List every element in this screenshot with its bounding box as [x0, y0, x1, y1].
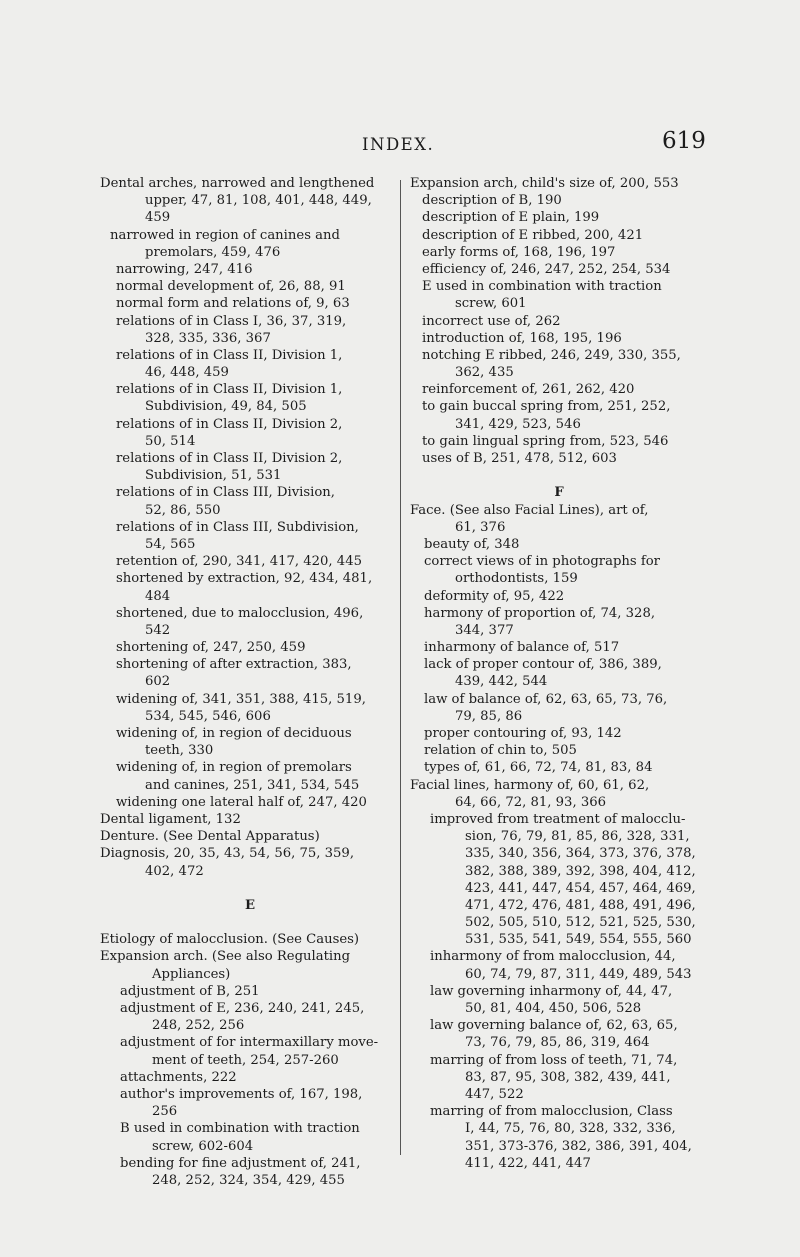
- blank-line: [100, 880, 400, 897]
- index-entry-line: 46, 448, 459: [145, 365, 229, 381]
- page-number: 619: [662, 128, 706, 154]
- index-entry-line: types of, 61, 66, 72, 74, 81, 83, 84: [424, 760, 653, 776]
- index-entry-line: marring of from malocclusion, Class: [430, 1104, 673, 1120]
- index-entry-line: premolars, 459, 476: [145, 244, 281, 260]
- index-entry-line: 61, 376: [455, 519, 506, 535]
- index-entry-line: and canines, 251, 341, 534, 545: [145, 777, 360, 793]
- index-column-left: [100, 175, 400, 1189]
- index-entry-line: screw, 602-604: [152, 1138, 254, 1154]
- index-entry-line: description of E ribbed, 200, 421: [422, 227, 644, 243]
- index-entry-line: normal form and relations of, 9, 63: [116, 296, 350, 312]
- index-entry-line: B used in combination with traction: [120, 1121, 360, 1137]
- index-entry-line: teeth, 330: [145, 743, 214, 759]
- index-entry-line: 79, 85, 86: [455, 708, 523, 724]
- index-entry-line: 459: [145, 210, 171, 226]
- index-entry-line: shortening of after extraction, 383,: [116, 657, 352, 673]
- index-entry-line: Denture. (See Dental Apparatus): [100, 829, 320, 845]
- index-entry-line: law of balance of, 62, 63, 65, 73, 76,: [424, 691, 668, 707]
- index-entry-line: 534, 545, 546, 606: [145, 708, 271, 724]
- index-entry-line: relations of in Class III, Division,: [116, 485, 335, 501]
- index-entry-line: widening one lateral half of, 247, 420: [116, 794, 367, 810]
- index-entry-line: shortened, due to malocclusion, 496,: [116, 605, 364, 621]
- index-entry-line: efficiency of, 246, 247, 252, 254, 534: [422, 261, 671, 277]
- index-entry-line: incorrect use of, 262: [422, 313, 561, 329]
- index-entry-line: 423, 441, 447, 454, 457, 464, 469,: [465, 880, 696, 896]
- index-entry-line: adjustment of B, 251: [120, 983, 260, 999]
- index-entry-line: Etiology of malocclusion. (See Causes): [100, 932, 360, 948]
- index-entry-line: beauty of, 348: [424, 536, 520, 552]
- index-entry-line: 54, 565: [145, 536, 196, 552]
- index-entry-line: 382, 388, 389, 392, 398, 404, 412,: [465, 863, 696, 879]
- index-entry-line: Expansion arch, child's size of, 200, 553: [410, 176, 679, 191]
- index-column-right: [410, 175, 708, 1172]
- blank-line: [100, 914, 400, 931]
- index-entry-line: adjustment of for intermaxillary move-: [120, 1035, 379, 1051]
- index-entry-line: Facial lines, harmony of, 60, 61, 62,: [410, 777, 650, 793]
- index-entry-line: retention of, 290, 341, 417, 420, 445: [116, 554, 362, 570]
- blank-line: [410, 467, 708, 484]
- index-entry-line: reinforcement of, 261, 262, 420: [422, 382, 635, 398]
- index-entry-line: narrowing, 247, 416: [116, 261, 253, 277]
- index-entry-line: Diagnosis, 20, 35, 43, 54, 56, 75, 359,: [100, 846, 355, 862]
- index-entry-line: 248, 252, 256: [152, 1018, 245, 1034]
- index-entry-line: 256: [152, 1104, 178, 1120]
- index-entry-line: 502, 505, 510, 512, 521, 525, 530,: [465, 915, 696, 931]
- index-entry-line: relations of in Class II, Division 2,: [116, 451, 343, 466]
- index-entry-line: notching E ribbed, 246, 249, 330, 355,: [422, 347, 681, 363]
- index-entry-line: relations of in Class II, Division 2,: [116, 416, 343, 432]
- index-entry-line: attachments, 222: [120, 1069, 237, 1085]
- index-entry-line: author's improvements of, 167, 198,: [120, 1086, 363, 1102]
- index-entry-line: relations of in Class II, Division 1,: [116, 382, 343, 398]
- index-entry-line: relations of in Class III, Subdivision,: [116, 519, 359, 535]
- index-entry-line: shortened by extraction, 92, 434, 481,: [116, 571, 373, 587]
- index-entry-line: adjustment of E, 236, 240, 241, 245,: [120, 1001, 365, 1016]
- index-entry-line: uses of B, 251, 478, 512, 603: [422, 451, 617, 466]
- index-entry-line: 439, 442, 544: [455, 674, 548, 690]
- index-entry-line: 344, 377: [455, 622, 514, 638]
- index-entry-line: proper contouring of, 93, 142: [424, 726, 622, 741]
- index-entry-line: widening of, in region of premolars: [116, 760, 352, 776]
- index-entry-line: upper, 47, 81, 108, 401, 448, 449,: [145, 193, 372, 209]
- index-entry-line: relations of in Class II, Division 1,: [116, 347, 343, 363]
- index-entry-line: I, 44, 75, 76, 80, 328, 332, 336,: [465, 1121, 676, 1137]
- index-entry-line: 50, 81, 404, 450, 506, 528: [465, 1001, 642, 1016]
- index-entry-line: deformity of, 95, 422: [424, 588, 565, 604]
- index-entry-line: 83, 87, 95, 308, 382, 439, 441,: [465, 1069, 671, 1085]
- section-letter: F: [554, 485, 564, 501]
- index-entry-line: 602: [145, 674, 171, 690]
- index-entry-line: Appliances): [152, 966, 231, 982]
- index-entry-line: to gain buccal spring from, 251, 252,: [422, 399, 671, 415]
- index-entry-line: 411, 422, 441, 447: [465, 1155, 591, 1171]
- column-divider: [400, 180, 401, 1155]
- index-entry-line: 328, 335, 336, 367: [145, 330, 271, 346]
- index-entry-line: description of B, 190: [422, 193, 562, 209]
- index-entry-line: to gain lingual spring from, 523, 546: [422, 433, 669, 449]
- index-entry-line: 64, 66, 72, 81, 93, 366: [455, 794, 606, 810]
- index-entry-line: narrowed in region of canines and: [110, 227, 340, 243]
- index-entry-line: shortening of, 247, 250, 459: [116, 640, 306, 656]
- index-entry-line: harmony of proportion of, 74, 328,: [424, 605, 656, 621]
- index-entry-line: ment of teeth, 254, 257-260: [152, 1052, 339, 1068]
- index-entry-line: widening of, 341, 351, 388, 415, 519,: [116, 691, 366, 707]
- index-entry-line: Dental ligament, 132: [100, 811, 241, 827]
- index-entry-line: early forms of, 168, 196, 197: [422, 244, 616, 260]
- index-entry-line: inharmony of from malocclusion, 44,: [430, 949, 676, 965]
- index-entry-line: 52, 86, 550: [145, 502, 221, 518]
- index-entry-line: sion, 76, 79, 81, 85, 86, 328, 331,: [465, 829, 690, 845]
- index-entry-line: law governing inharmony of, 44, 47,: [430, 983, 673, 999]
- index-entry-line: 484: [145, 588, 171, 604]
- index-entry-line: 402, 472: [145, 863, 204, 879]
- index-entry-line: Expansion arch. (See also Regulating: [100, 949, 351, 965]
- index-entry-line: improved from treatment of malocclu-: [430, 811, 686, 827]
- section-letter: E: [244, 897, 256, 913]
- index-entry-line: 341, 429, 523, 546: [455, 416, 581, 432]
- index-entry-line: 50, 514: [145, 433, 196, 449]
- index-entry-line: 531, 535, 541, 549, 554, 555, 560: [465, 932, 692, 948]
- index-entry-line: Dental arches, narrowed and lengthened: [100, 176, 375, 191]
- index-entry-line: 248, 252, 324, 354, 429, 455: [152, 1172, 345, 1188]
- index-entry-line: 60, 74, 79, 87, 311, 449, 489, 543: [465, 966, 692, 982]
- index-entry-line: 73, 76, 79, 85, 86, 319, 464: [465, 1035, 650, 1051]
- index-entry-line: introduction of, 168, 195, 196: [422, 330, 622, 346]
- index-entry-line: 351, 373-376, 382, 386, 391, 404,: [465, 1138, 692, 1154]
- index-entry-line: lack of proper contour of, 386, 389,: [424, 657, 662, 673]
- index-entry-line: 447, 522: [465, 1086, 524, 1102]
- index-entry-line: Face. (See also Facial Lines), art of,: [410, 502, 649, 518]
- index-entry-line: orthodontists, 159: [455, 571, 578, 587]
- index-entry-line: relation of chin to, 505: [424, 743, 577, 759]
- index-entry-line: relations of in Class I, 36, 37, 319,: [116, 313, 347, 329]
- index-entry-line: bending for fine adjustment of, 241,: [120, 1155, 361, 1171]
- index-entry-line: correct views of in photographs for: [424, 554, 660, 570]
- running-header-title: INDEX.: [362, 135, 435, 154]
- index-entry-line: marring of from loss of teeth, 71, 74,: [430, 1052, 678, 1068]
- index-entry-line: screw, 601: [455, 296, 527, 312]
- index-entry-line: 471, 472, 476, 481, 488, 491, 496,: [465, 897, 696, 913]
- index-entry-line: Subdivision, 51, 531: [145, 468, 282, 484]
- index-entry-line: 542: [145, 622, 171, 638]
- index-entry-line: Subdivision, 49, 84, 505: [145, 399, 307, 415]
- index-entry-line: 335, 340, 356, 364, 373, 376, 378,: [465, 846, 696, 862]
- index-entry-line: description of E plain, 199: [422, 210, 600, 226]
- index-entry-line: widening of, in region of deciduous: [116, 726, 352, 741]
- index-entry-line: law governing balance of, 62, 63, 65,: [430, 1018, 678, 1034]
- index-entry-line: E used in combination with traction: [422, 279, 662, 295]
- index-entry-line: normal development of, 26, 88, 91: [116, 279, 346, 295]
- index-entry-line: 362, 435: [455, 365, 514, 381]
- index-entry-line: inharmony of balance of, 517: [424, 640, 620, 656]
